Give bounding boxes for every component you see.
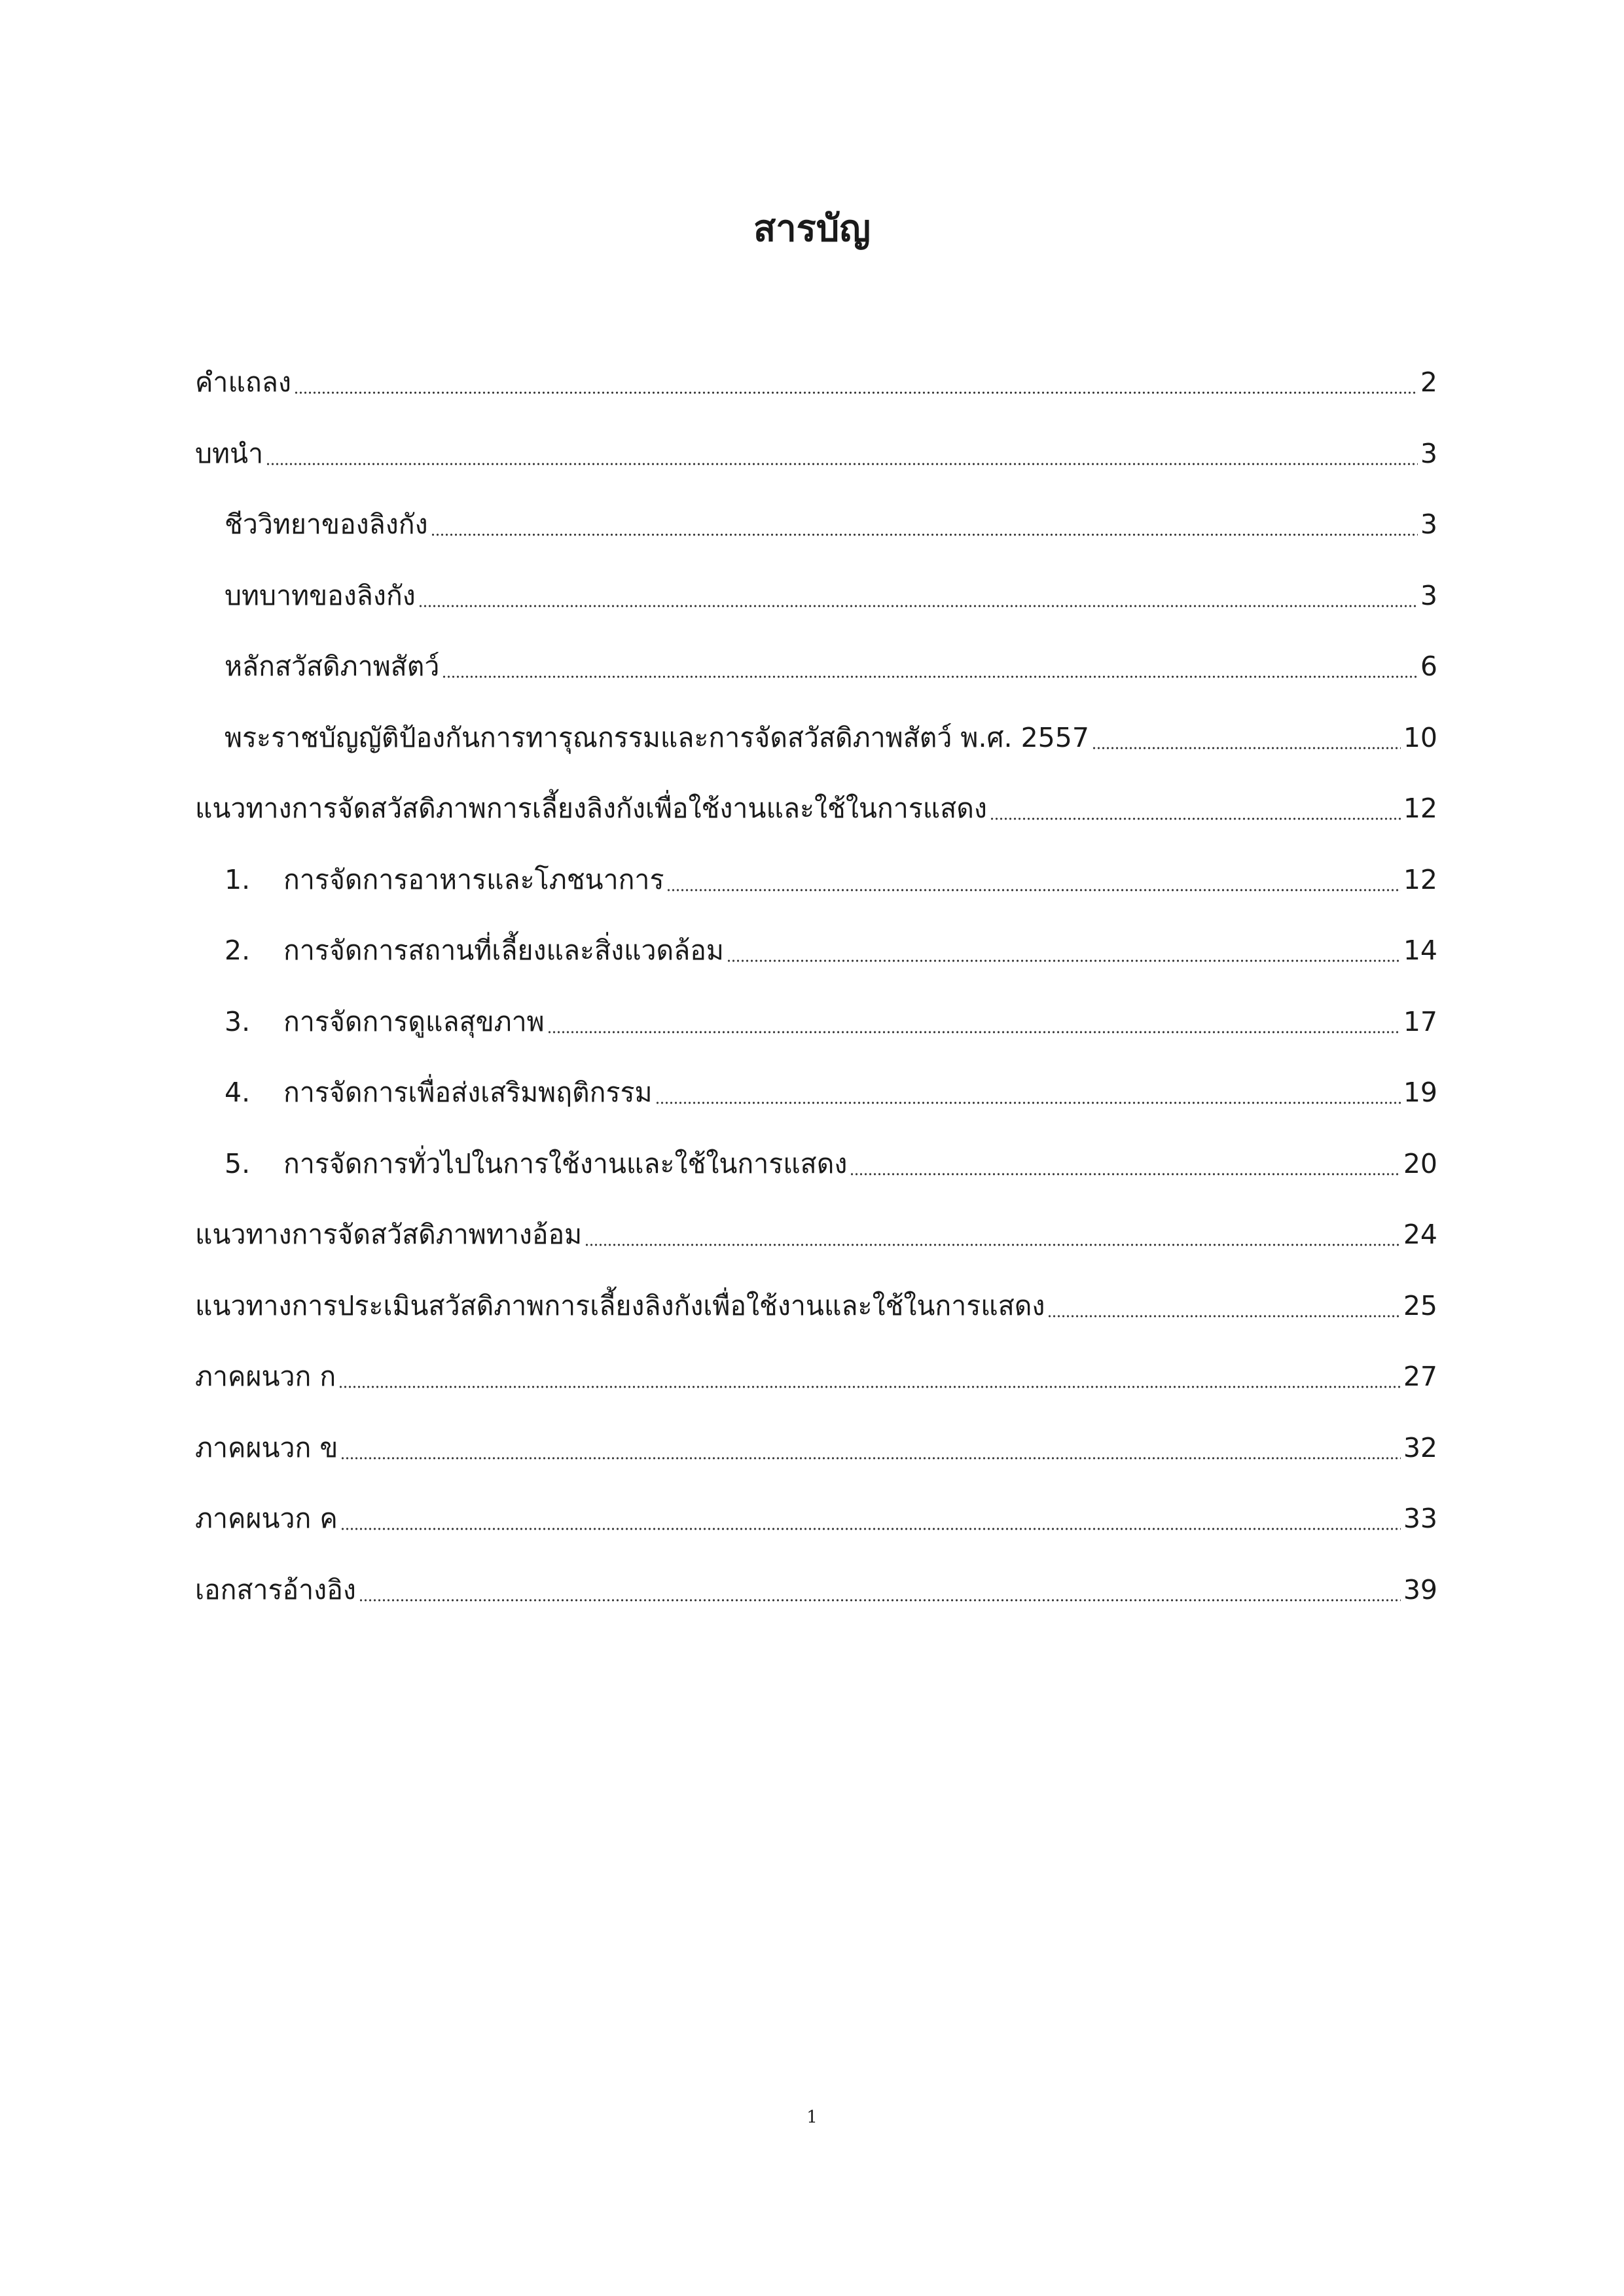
dot-leader — [418, 583, 1418, 609]
toc-entry-page: 3 — [1420, 509, 1437, 541]
dot-leader — [294, 369, 1418, 395]
toc-entry-indirect-welfare[interactable] — [195, 1199, 1437, 1270]
toc-entry-number: 3. — [225, 1005, 251, 1037]
toc-entry-label: การจัดการทั่วไปในการใช้งานและใช้ในการแสดง — [283, 1147, 848, 1179]
toc-entry-label: การจัดการสถานที่เลี้ยงและสิ่งแวดล้อม — [283, 935, 724, 967]
toc-entry-page: 33 — [1403, 1503, 1437, 1535]
dot-leader — [340, 1505, 1401, 1532]
table-of-contents — [195, 347, 1437, 1625]
toc-entry-welfare-assessment[interactable] — [195, 1270, 1437, 1342]
toc-entry-page: 32 — [1403, 1431, 1437, 1463]
page-number: 1 — [806, 2108, 818, 2127]
toc-entry-page: 27 — [1403, 1361, 1437, 1393]
dot-leader — [431, 511, 1418, 537]
dot-leader — [1092, 725, 1401, 751]
toc-entry-act[interactable] — [195, 702, 1437, 774]
toc-entry-appendix-a[interactable] — [195, 1341, 1437, 1412]
toc-entry-label: เอกสารอ้างอิง — [195, 1573, 356, 1605]
toc-entry-page: 20 — [1403, 1147, 1437, 1179]
dot-leader — [338, 1363, 1401, 1390]
toc-entry-label: การจัดการอาหารและโภชนาการ — [283, 863, 664, 895]
dot-leader — [666, 867, 1400, 893]
dot-leader — [266, 440, 1418, 467]
toc-entry-page: 6 — [1420, 651, 1437, 683]
toc-entry-number: 4. — [225, 1077, 251, 1109]
toc-entry-page: 24 — [1403, 1219, 1437, 1251]
toc-entry-welfare-principles[interactable] — [195, 631, 1437, 702]
toc-entry-page: 25 — [1403, 1289, 1437, 1321]
toc-entry-label: พระราชบัญญัติป้องกันการทารุณกรรมและการจัดสวัสดิภาพสัตว์ พ.ศ. 2557 — [225, 721, 1089, 753]
dot-leader — [850, 1151, 1400, 1177]
toc-entry-page: 3 — [1420, 579, 1437, 611]
dot-leader — [547, 1009, 1401, 1035]
toc-entry-behavior[interactable] — [195, 1057, 1437, 1128]
toc-entry-label: บทนำ — [195, 437, 264, 469]
toc-entry-label: การจัดการเพื่อส่งเสริมพฤติกรรม — [283, 1077, 653, 1109]
toc-entry-label: การจัดการดูแลสุขภาพ — [283, 1005, 545, 1037]
dot-leader — [655, 1079, 1401, 1105]
dot-leader — [340, 1435, 1400, 1461]
toc-entry-health[interactable] — [195, 986, 1437, 1058]
toc-entry-page: 12 — [1403, 863, 1437, 895]
toc-entry-number: 1. — [225, 863, 251, 895]
toc-entry-label: ชีววิทยาของลิงกัง — [225, 509, 428, 541]
toc-entry-welfare-guidelines[interactable] — [195, 773, 1437, 844]
toc-entry-label: แนวทางการจัดสวัสดิภาพการเลี้ยงลิงกังเพื่อใช้งานและใช้ในการแสดง — [195, 793, 987, 825]
toc-entry-page: 17 — [1403, 1005, 1437, 1037]
toc-entry-label: หลักสวัสดิภาพสัตว์ — [225, 651, 440, 683]
dot-leader — [1047, 1293, 1400, 1319]
toc-entry-number: 5. — [225, 1147, 251, 1179]
dot-leader — [442, 653, 1417, 679]
toc-entry-number: 2. — [225, 935, 251, 967]
toc-entry-page: 19 — [1403, 1077, 1437, 1109]
page-title: สารบัญ — [753, 207, 871, 250]
toc-entry-page: 10 — [1403, 721, 1437, 753]
dot-leader — [585, 1221, 1401, 1247]
toc-entry-appendix-b[interactable] — [195, 1412, 1437, 1484]
toc-entry-general-management[interactable] — [195, 1128, 1437, 1200]
toc-entry-page: 12 — [1403, 793, 1437, 825]
toc-entry-label: แนวทางการประเมินสวัสดิภาพการเลี้ยงลิงกังเพื่อใช้งานและใช้ในการแสดง — [195, 1289, 1045, 1321]
toc-entry-label: ภาคผนวก ค — [195, 1503, 338, 1535]
toc-entry-label: คำแถลง — [195, 367, 291, 399]
dot-leader — [359, 1577, 1401, 1603]
toc-entry-page: 3 — [1420, 437, 1437, 469]
toc-entry-page: 39 — [1403, 1573, 1437, 1605]
toc-entry-label: บทบาทของลิงกัง — [225, 579, 416, 611]
toc-entry-role[interactable] — [195, 560, 1437, 632]
toc-entry-label: ภาคผนวก ข — [195, 1431, 338, 1463]
toc-entry-references[interactable] — [195, 1554, 1437, 1626]
toc-entry-nutrition[interactable] — [195, 844, 1437, 916]
toc-entry-label: แนวทางการจัดสวัสดิภาพทางอ้อม — [195, 1219, 583, 1251]
toc-entry-introduction[interactable] — [195, 418, 1437, 490]
toc-entry-housing[interactable] — [195, 915, 1437, 986]
toc-entry-statement[interactable] — [195, 347, 1437, 418]
toc-entry-page: 14 — [1403, 935, 1437, 967]
toc-entry-biology[interactable] — [195, 489, 1437, 560]
toc-entry-label: ภาคผนวก ก — [195, 1361, 336, 1393]
toc-entry-page: 2 — [1420, 367, 1437, 399]
dot-leader — [990, 795, 1401, 821]
dot-leader — [727, 937, 1401, 963]
toc-entry-appendix-c[interactable] — [195, 1483, 1437, 1554]
